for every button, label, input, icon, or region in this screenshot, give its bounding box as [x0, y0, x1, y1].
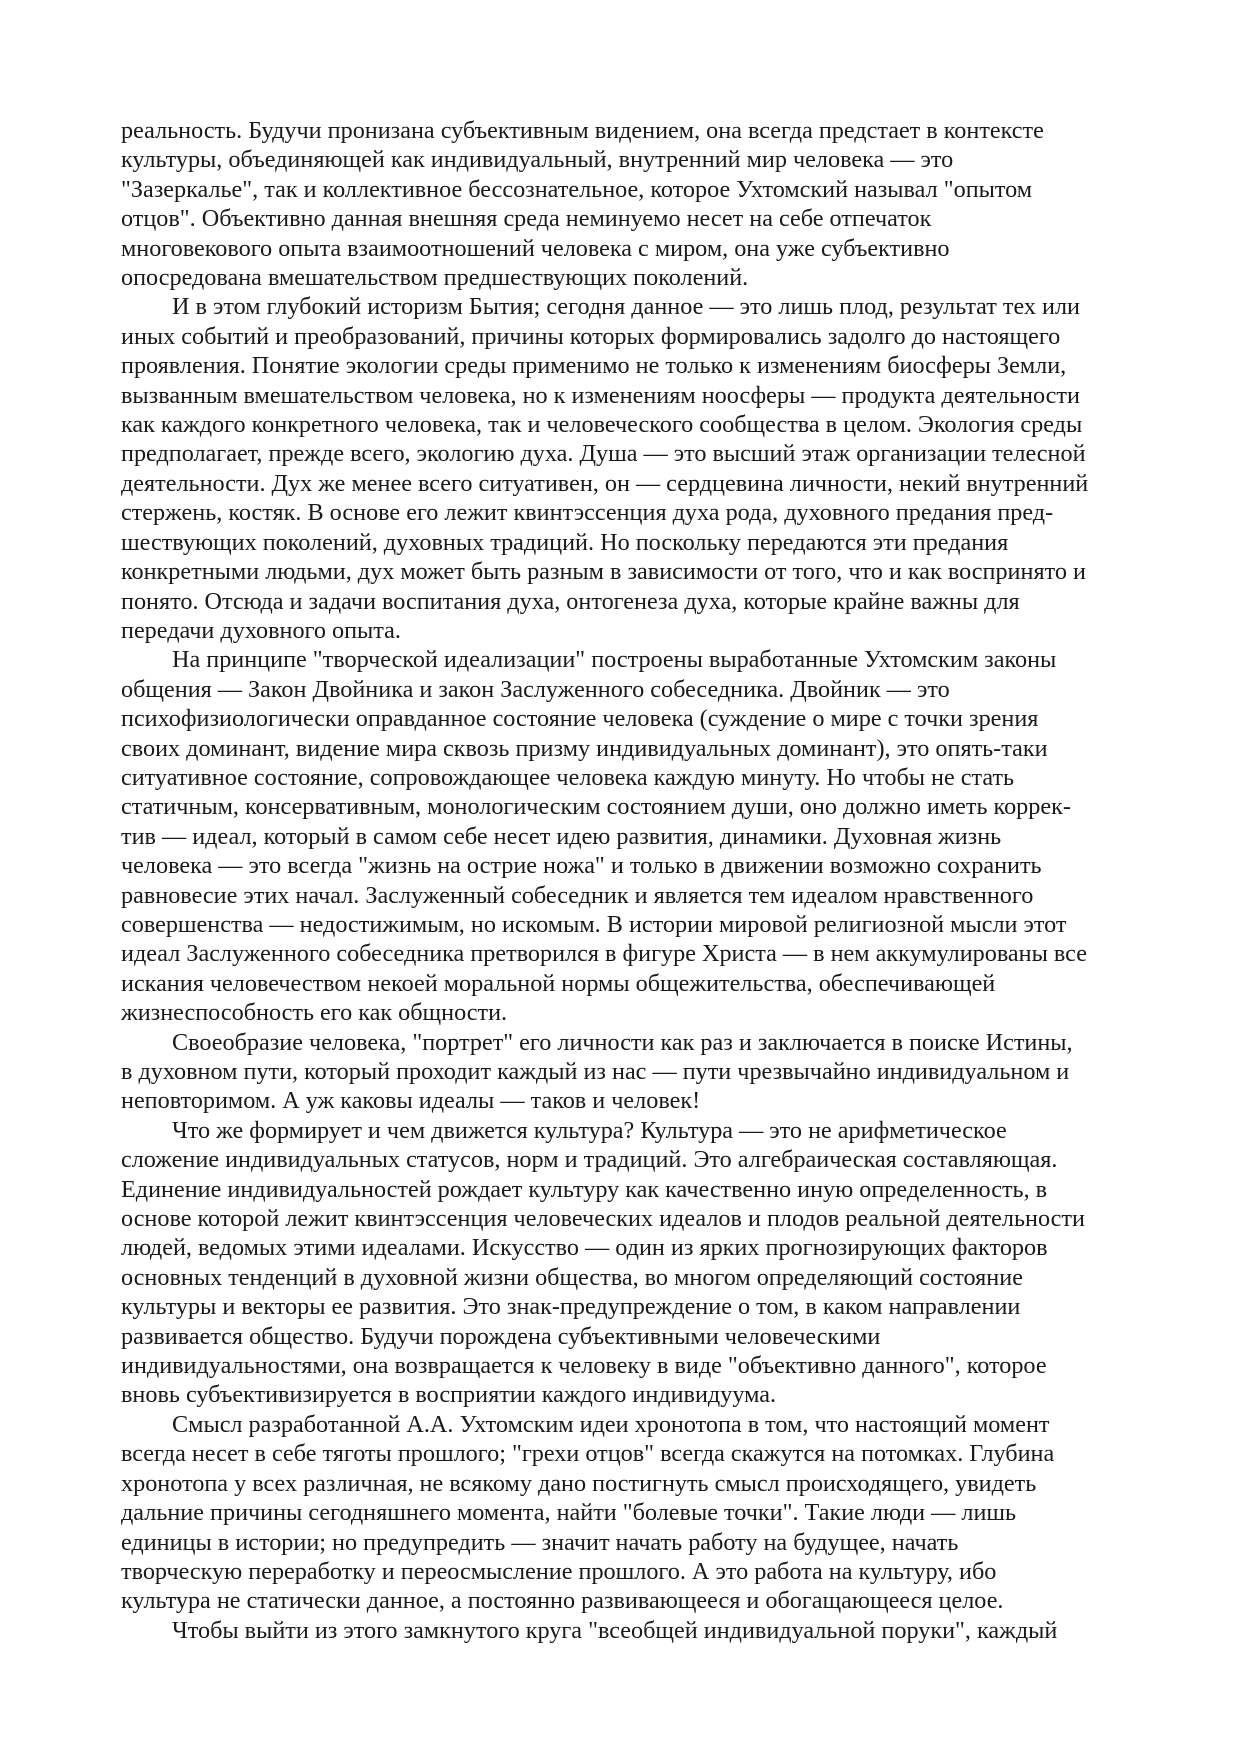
text-line: психофизиологически оправданное состояние человека (суждение о мире с точки зрения	[121, 705, 1039, 733]
text-line: вновь субъективизируется в восприятии каждого индивидуума.	[121, 1381, 777, 1409]
text-line: творческую переработку и переосмысление прошлого. А это работа на культуру, ибо	[121, 1557, 997, 1585]
text-line: культура не статически данное, а постоянно развивающееся и обогащающееся целое.	[121, 1587, 1004, 1615]
text-line: конкретными людьми, дух может быть разным в зависимости от того, что и как воспринято и	[121, 558, 1086, 586]
text-line: "Зазеркалье", так и коллективное бессознательное, которое Ухтомский называл "опытом	[121, 175, 1033, 203]
text-line: Единение индивидуальностей рождает культуру как качественно иную определенность, в	[121, 1175, 1048, 1203]
text-line: основе которой лежит квинтэссенция человеческих идеалов и плодов реальной деятельности	[121, 1205, 1085, 1233]
text-line: совершенства — недостижимым, но искомым. В истории мировой религиозной мысли этот	[121, 910, 1067, 938]
text-line: реальность. Будучи пронизана субъективным видением, она всегда предстает в контексте	[121, 117, 1044, 144]
text-line: предполагает, прежде всего, экологию духа. Душа — это высший этаж организации телесной	[121, 440, 1086, 468]
text-line: опосредована вмешательством предшествующих поколений.	[121, 264, 749, 292]
paragraph-first-line: Что же формирует и чем движется культура? Культура — это не арифметическое	[172, 1116, 1007, 1144]
text-line: своих доминант, видение мира сквозь призму индивидуальных доминант), это опять-таки	[121, 734, 1048, 762]
text-line: иных событий и преобразований, причины которых формировались задолго до настоящего	[121, 322, 1061, 350]
text-line: всегда несет в себе тяготы прошлого; "грехи отцов" всегда скажутся на потомках. Глубина	[121, 1440, 1055, 1468]
paragraph-first-line: Чтобы выйти из этого замкнутого круга "всеобщей индивидуальной поруки", каждый	[172, 1616, 1058, 1644]
text-line: жизнеспособность его как общности.	[121, 999, 508, 1027]
text-line: дальние причины сегодняшнего момента, найти "болевые точки". Такие люди — лишь	[121, 1499, 1017, 1527]
paragraph-first-line: Смысл разработанной А.А. Ухтомским идеи хронотопа в том, что настоящий момент	[172, 1410, 1050, 1438]
text-line: общения — Закон Двойника и закон Заслуженного собеседника. Двойник — это	[121, 675, 950, 703]
text-line: отцов". Объективно данная внешняя среда неминуемо несет на себе отпечаток	[121, 205, 932, 233]
text-line: тив — идеал, который в самом себе несет идею развития, динамики. Духовная жизнь	[121, 822, 1002, 850]
text-line: хронотопа у всех различная, не всякому дано постигнуть смысл происходящего, увидеть	[121, 1469, 1037, 1497]
text-line: основных тенденций в духовной жизни общества, во многом определяющий состояние	[121, 1263, 1023, 1291]
paragraph-first-line: На принципе "творческой идеализации" построены выработанные Ухтомским законы	[172, 646, 1057, 674]
text-line: как каждого конкретного человека, так и человеческого сообщества в целом. Экология среды	[121, 411, 1083, 439]
text-line: идеал Заслуженного собеседника претворился в фигуре Христа — в нем аккумулированы все	[121, 940, 1087, 968]
text-line: передачи духовного опыта.	[121, 616, 401, 644]
text-line: деятельности. Дух же менее всего ситуативен, он — сердцевина личности, некий внутренний	[121, 469, 1089, 497]
text-line: развивается общество. Будучи порождена субъективными человеческими	[121, 1322, 881, 1350]
text-line: проявления. Понятие экологии среды применимо не только к изменениям биосферы Земли,	[121, 352, 1067, 380]
text-line: в духовном пути, который проходит каждый из нас — пути чрезвычайно индивидуальном и	[121, 1058, 1070, 1085]
text-line: культуры и векторы ее развития. Это знак-предупреждение о том, в каком направлении	[121, 1293, 1021, 1321]
paragraph-first-line: И в этом глубокий историзм Бытия; сегодня данное — это лишь плод, результат тех или	[172, 293, 1080, 321]
text-line: вызванным вмешательством человека, но к изменениям ноосферы — продукта деятельности	[121, 381, 1080, 409]
text-line: понято. Отсюда и задачи воспитания духа, онтогенеза духа, которые крайне важны для	[121, 587, 1020, 615]
text-line: многовекового опыта взаимоотношений человека с миром, она уже субъективно	[121, 234, 950, 262]
text-line: сложение индивидуальных статусов, норм и традиций. Это алгебраическая составляющая.	[121, 1146, 1058, 1174]
text-line: шествующих поколений, духовных традиций. Но поскольку передаются эти предания	[121, 528, 1009, 556]
text-line: единицы в истории; но предупредить — значит начать работу на будущее, начать	[121, 1528, 959, 1556]
document-body-text	[121, 116, 1129, 1645]
text-line: равновесие этих начал. Заслуженный собеседник и является тем идеалом нравственного	[121, 881, 1034, 909]
text-line: неповторимом. А уж каковы идеалы — таков и человек!	[121, 1087, 701, 1115]
text-line: стержень, костяк. В основе его лежит квинтэссенция духа рода, духовного предания пред-	[121, 499, 1054, 527]
text-line: людей, ведомых этими идеалами. Искусство — один из ярких прогнозирующих факторов	[121, 1234, 1048, 1262]
text-line: индивидуальностями, она возвращается к человеку в виде "объективно данного", которое	[121, 1352, 1047, 1380]
text-line: культуры, объединяющей как индивидуальный, внутренний мир человека — это	[121, 146, 954, 174]
paragraph-first-line: Своеобразие человека, "портрет" его личности как раз и заключается в поиске Истины,	[172, 1028, 1073, 1056]
text-line: человека — это всегда "жизнь на острие ножа" и только в движении возможно сохранить	[121, 852, 1042, 880]
text-line: статичным, консервативным, монологическим состоянием души, оно должно иметь коррек-	[121, 793, 1071, 821]
text-line: ситуативное состояние, сопровождающее человека каждую минуту. Но чтобы не стать	[121, 763, 1015, 791]
text-line: искания человечеством некоей моральной нормы общежительства, обеспечивающей	[121, 969, 996, 997]
